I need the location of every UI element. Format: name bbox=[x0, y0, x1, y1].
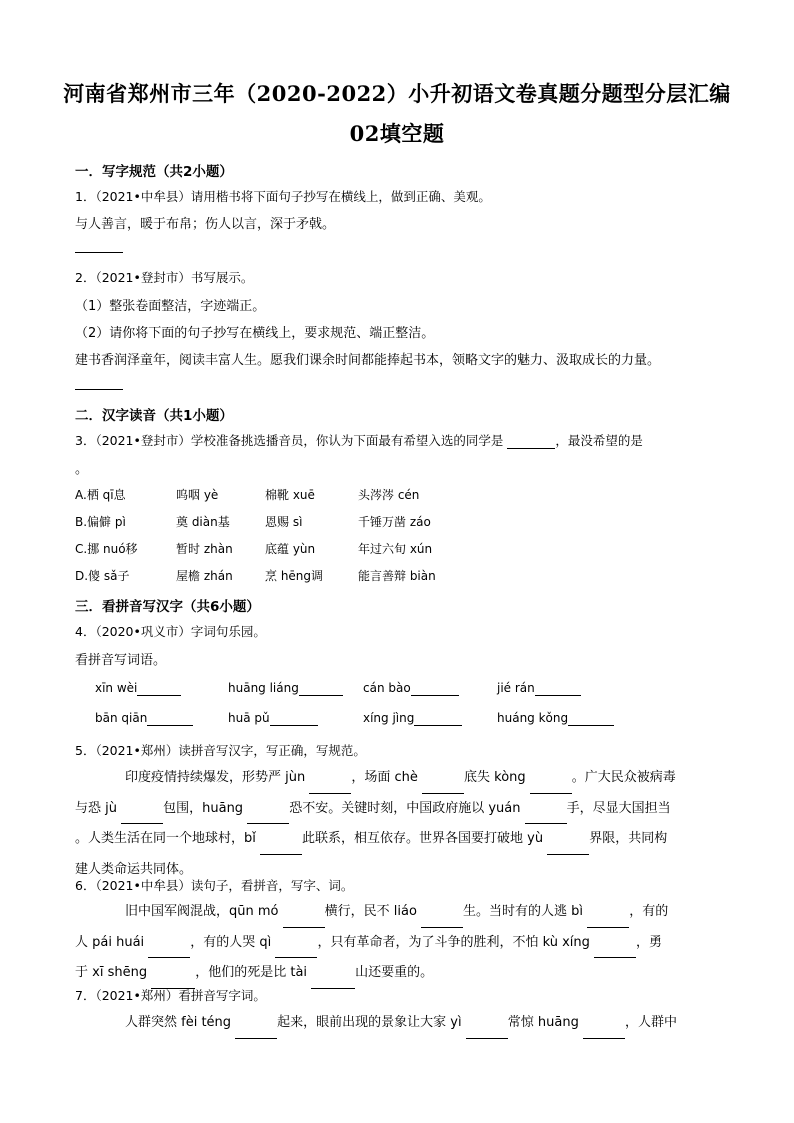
blank[interactable] bbox=[547, 824, 589, 855]
blank[interactable] bbox=[299, 681, 343, 696]
blank[interactable] bbox=[568, 711, 614, 726]
blank[interactable] bbox=[151, 958, 195, 989]
blank[interactable] bbox=[587, 897, 629, 928]
question-4-instruction: 看拼音写词语。 bbox=[75, 653, 167, 668]
option-d-1: D.傻 sǎ子 bbox=[75, 569, 130, 583]
option-c-3: 底蕴 yùn bbox=[265, 542, 316, 556]
blank[interactable] bbox=[260, 824, 302, 855]
question-1-text: 与人善言，暖于布帛；伤人以言，深于矛戟。 bbox=[75, 217, 336, 232]
question-3-end: 。 bbox=[75, 462, 89, 477]
blank[interactable] bbox=[421, 897, 463, 928]
question-2: 2．（2021•登封市）书写展示。 bbox=[75, 270, 254, 285]
document-subtitle: 02填空题 bbox=[349, 121, 445, 146]
question-2-item-2: （2）请你将下面的句子抄写在横线上，要求规范、端正整洁。 bbox=[75, 326, 435, 341]
option-c-4: 年过六旬 xún bbox=[358, 542, 433, 556]
option-d-2: 屋檐 zhán bbox=[176, 569, 233, 583]
option-b-3: 恩赐 sì bbox=[265, 515, 303, 529]
blank[interactable] bbox=[535, 681, 581, 696]
pinyin-item: huāng liáng bbox=[228, 681, 343, 696]
option-d-3: 烹 hēng调 bbox=[265, 569, 324, 583]
pinyin-item: xíng jìng bbox=[363, 711, 462, 726]
option-a-4: 头涔涔 cén bbox=[358, 488, 420, 502]
option-b-2: 奠 diàn基 bbox=[176, 515, 230, 529]
blank[interactable] bbox=[411, 681, 459, 696]
pinyin-item: jié rán bbox=[497, 681, 581, 696]
option-a-2: 呜咽 yè bbox=[176, 488, 219, 502]
blank[interactable] bbox=[235, 1008, 277, 1039]
document-title: 河南省郑州市三年（2020-2022）小升初语文卷真题分题型分层汇编 bbox=[63, 81, 731, 106]
question-2-item-1: （1）整张卷面整洁，字迹端正。 bbox=[75, 299, 266, 314]
pinyin-item: xīn wèi bbox=[95, 681, 181, 696]
question-1: 1．（2021•中牟县）请用楷书将下面句子抄写在横线上，做到正确、美观。 bbox=[75, 189, 491, 204]
blank[interactable] bbox=[583, 1008, 625, 1039]
section-heading-1: 一．写字规范（共2小题） bbox=[75, 164, 233, 180]
blank[interactable] bbox=[270, 711, 318, 726]
option-c-2: 暂时 zhàn bbox=[176, 542, 233, 556]
blank[interactable] bbox=[137, 681, 181, 696]
option-a-3: 棉靴 xuē bbox=[265, 488, 315, 502]
blank[interactable] bbox=[466, 1008, 508, 1039]
question-2-text: 建书香润泽童年，阅读丰富人生。愿我们课余时间都能捧起书本，领略文字的魅力、汲取成长的力量。 bbox=[75, 353, 661, 368]
answer-line-1[interactable] bbox=[75, 252, 123, 253]
pinyin-item: cán bào bbox=[363, 681, 459, 696]
question-5-passage: 印度疫情持续爆发，形势严 jùn ，场面 chè 底失 kòng 。广大民众被病毒 与恐 jù 包围，huāng 恐不安。关键时刻，中国政府施以 yuán 手，尽显大国担当 。人类生活在同一个地球村，bǐ 此联系，相互依存。世界各国要打破地 yù 界限，共同构 建人类命运共同体。 bbox=[75, 763, 717, 884]
blank[interactable] bbox=[247, 794, 289, 825]
blank[interactable] bbox=[121, 794, 163, 825]
pinyin-item: bān qiān bbox=[95, 711, 193, 726]
question-3: 3．（2021•登封市）学校准备挑选播音员，你认为下面最有希望入选的同学是 ，最没希望的是 bbox=[75, 433, 643, 448]
question-5: 5．（2021•郑州）读拼音写汉字，写正确，写规范。 bbox=[75, 743, 366, 758]
blank[interactable] bbox=[414, 711, 462, 726]
option-a-1: A.栖 qī息 bbox=[75, 488, 126, 502]
option-d-4: 能言善辩 biàn bbox=[358, 569, 436, 583]
option-b-1: B.偏僻 pì bbox=[75, 515, 126, 529]
question-7: 7．（2021•郑州）看拼音写字词。 bbox=[75, 988, 266, 1003]
question-6-passage: 旧中国军阀混战，qūn mó 横行，民不 liáo 生。当时有的人逃 bì ，有的 人 pái huái ，有的人哭 qì ，只有革命者，为了斗争的胜利，不怕 kù xíng ，勇 于 xī shēng ，他们的死是比 tài 山还要重的。 bbox=[75, 897, 717, 989]
blank[interactable] bbox=[275, 928, 317, 959]
answer-line-2[interactable] bbox=[75, 389, 123, 390]
blank[interactable] bbox=[283, 897, 325, 928]
blank[interactable] bbox=[148, 928, 190, 959]
option-b-4: 千锤万凿 záo bbox=[358, 515, 431, 529]
blank[interactable] bbox=[147, 711, 193, 726]
section-heading-3: 三．看拼音写汉字（共6小题） bbox=[75, 599, 260, 615]
blank[interactable] bbox=[507, 433, 555, 449]
option-c-1: C.挪 nuó移 bbox=[75, 542, 138, 556]
blank[interactable] bbox=[525, 794, 567, 825]
question-4: 4．（2020•巩义市）字词句乐园。 bbox=[75, 624, 266, 639]
question-6: 6．（2021•中牟县）读句子，看拼音，写字、词。 bbox=[75, 878, 354, 893]
pinyin-item: huā pǔ bbox=[228, 711, 318, 726]
blank[interactable] bbox=[422, 763, 464, 794]
blank[interactable] bbox=[594, 928, 636, 959]
blank[interactable] bbox=[309, 763, 351, 794]
section-heading-2: 二．汉字读音（共1小题） bbox=[75, 408, 233, 424]
pinyin-item: huáng kǒng bbox=[497, 711, 614, 726]
blank[interactable] bbox=[311, 958, 355, 989]
question-7-passage: 人群突然 fèi téng 起来，眼前出现的景象让大家 yì 常惊 huāng ，人群中 bbox=[75, 1008, 717, 1039]
blank[interactable] bbox=[530, 763, 572, 794]
